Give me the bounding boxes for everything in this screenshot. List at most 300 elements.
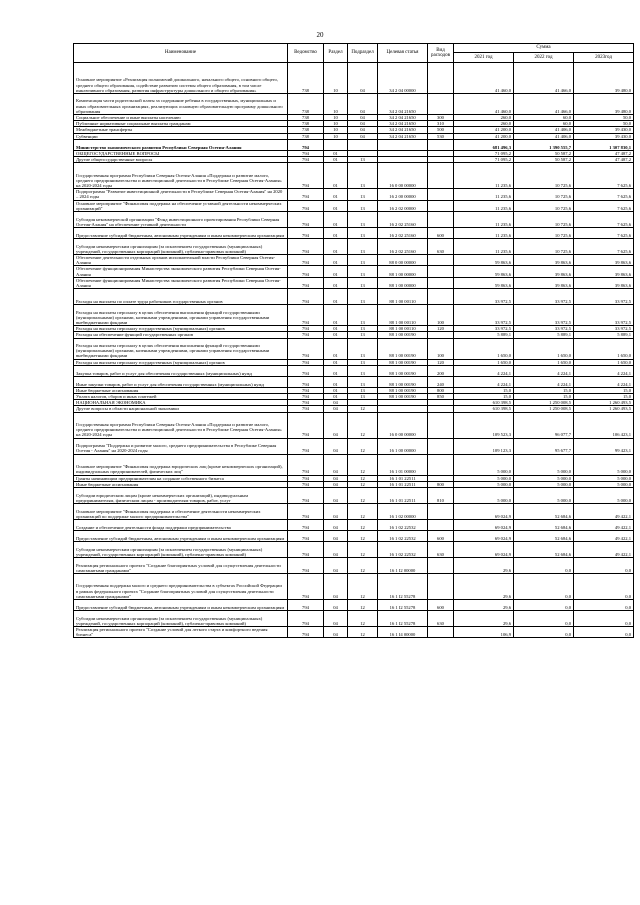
row-vid — [428, 627, 454, 638]
table-body — [74, 63, 634, 638]
row-sum-2022: 52 684,6 — [514, 504, 574, 520]
table-row — [74, 189, 634, 200]
row-vedomstvo: 738 — [288, 63, 324, 94]
row-name: ОБЩЕГОСУДАРСТВЕННЫЕ ВОПРОСЫ — [74, 150, 288, 156]
row-target: 16 1 02 22532 — [378, 531, 428, 542]
row-vid — [428, 504, 454, 520]
row-razdel — [324, 139, 348, 150]
row-sum-2022: 60,0 — [514, 115, 574, 121]
header-podrazdel: Подраздел — [348, 44, 378, 63]
row-name: Субсидия некоммерческой организации "Фонд инвестиционного проектирования Республики Северная Осетия-Алания" на обеспечение уставной деятельности — [74, 212, 288, 228]
row-podrazdel: 12 — [348, 481, 378, 487]
row-sum-2023: 5 000,0 — [574, 475, 634, 481]
row-vid — [428, 189, 454, 200]
row-razdel: 01 — [324, 157, 348, 163]
row-sum-2022: 1 250 008,5 — [514, 400, 574, 406]
row-sum-2022: 5 000,0 — [514, 488, 574, 504]
row-sum-2021: 71 095,2 — [454, 157, 514, 163]
row-sum-2021: 33 972,5 — [454, 305, 514, 326]
row-sum-2022: 0,0 — [514, 574, 574, 600]
table-row — [74, 488, 634, 504]
row-vedomstvo: 794 — [288, 394, 324, 400]
row-vedomstvo: 794 — [288, 520, 324, 531]
row-sum-2022: 0,0 — [514, 600, 574, 611]
header-2023: 2023год — [574, 53, 634, 63]
header-vid: Вид расходов — [428, 44, 454, 63]
table-row — [74, 627, 634, 638]
row-vid — [428, 212, 454, 228]
table-row — [74, 139, 634, 150]
row-sum-2021: 260,0 — [454, 115, 514, 121]
row-name: Государственная поддержка малого и среднего предпринимательства в субъектах Российской Федерации в рамках федерального проекта "Создание благоприятных условий для осуществления деятельности самозанятыми гражданами" — [74, 574, 288, 600]
row-sum-2023: 39 430,0 — [574, 133, 634, 139]
row-sum-2021: 106,9 — [454, 627, 514, 638]
row-target: 16 1 01 00000 — [378, 454, 428, 475]
row-vid: 100 — [428, 305, 454, 326]
row-sum-2021: 69 024,9 — [454, 542, 514, 558]
row-name: Основное мероприятие "Финансовая поддержка и обеспечение деятельности некоммерческих организаций по поддержке малого предпринимательства" — [74, 504, 288, 520]
row-name: Межбюджетные трансферты — [74, 127, 288, 133]
table-row — [74, 228, 634, 239]
table-row — [74, 558, 634, 574]
row-sum-2021: 610 398,5 — [454, 400, 514, 406]
row-razdel: 04 — [324, 611, 348, 627]
row-sum-2023: 4 224,1 — [574, 365, 634, 376]
table-row — [74, 574, 634, 600]
row-target: 88 1 00 00190 — [378, 359, 428, 365]
row-sum-2021: 109 523,3 — [454, 412, 514, 438]
row-vid: 600 — [428, 600, 454, 611]
row-vedomstvo: 794 — [288, 558, 324, 574]
row-vid — [428, 200, 454, 211]
row-sum-2021: 5 000,0 — [454, 454, 514, 475]
row-vedomstvo: 794 — [288, 454, 324, 475]
row-sum-2021: 41 460,0 — [454, 63, 514, 94]
row-target: 16 1 02 00000 — [378, 504, 428, 520]
header-name: Наименование — [74, 44, 288, 63]
row-sum-2023: 7 625,6 — [574, 228, 634, 239]
row-name: Расходы на выплаты по оплате труда работников государственных органов — [74, 289, 288, 305]
row-sum-2022: 96 077,7 — [514, 412, 574, 438]
table-row — [74, 63, 634, 94]
row-podrazdel: 12 — [348, 531, 378, 542]
row-vedomstvo: 794 — [288, 406, 324, 412]
row-vedomstvo: 794 — [288, 481, 324, 487]
row-podrazdel: 12 — [348, 454, 378, 475]
row-vedomstvo: 794 — [288, 627, 324, 638]
row-vid — [428, 289, 454, 305]
row-sum-2022: 1 250 008,5 — [514, 406, 574, 412]
row-vedomstvo: 794 — [288, 289, 324, 305]
row-vedomstvo: 794 — [288, 200, 324, 211]
row-sum-2022: 41 466,0 — [514, 94, 574, 115]
row-sum-2023: 15,0 — [574, 387, 634, 393]
row-sum-2022: 10 725,6 — [514, 239, 574, 255]
row-sum-2022: 5 000,0 — [514, 475, 574, 481]
row-razdel: 01 — [324, 326, 348, 332]
row-vedomstvo: 794 — [288, 387, 324, 393]
row-sum-2023: 49 422,1 — [574, 542, 634, 558]
row-vid: 120 — [428, 359, 454, 365]
row-sum-2022: 60,0 — [514, 121, 574, 127]
row-razdel: 01 — [324, 289, 348, 305]
row-sum-2023: 1 260 493,5 — [574, 406, 634, 412]
table-row — [74, 376, 634, 387]
header-2022: 2022 год — [514, 53, 574, 63]
row-sum-2023: 33 972,5 — [574, 305, 634, 326]
row-name: Подпрограмма "Поддержка и развитие малого, среднего предпринимательства в Республике Северная Осетия - Алания" на 2020-2024 годы — [74, 438, 288, 454]
row-name: Закупка товаров, работ и услуг для обеспечения государственных (муниципальных) нужд — [74, 365, 288, 376]
page-number: 20 — [316, 31, 324, 39]
row-sum-2021: 11 235,6 — [454, 239, 514, 255]
row-target: 88 1 00 00190 — [378, 387, 428, 393]
row-sum-2021: 681 496,3 — [454, 139, 514, 150]
row-sum-2023: 39 863,6 — [574, 255, 634, 266]
row-sum-2021: 15,0 — [454, 387, 514, 393]
row-razdel: 04 — [324, 406, 348, 412]
row-vedomstvo: 794 — [288, 412, 324, 438]
budget-table-container — [73, 43, 633, 638]
row-name: Обеспечение функционирования Министерства экономического развития Республики Северная Осетия-Алания — [74, 266, 288, 277]
row-sum-2021: 71 095,2 — [454, 150, 514, 156]
row-podrazdel: 04 — [348, 133, 378, 139]
row-razdel: 01 — [324, 266, 348, 277]
row-razdel: 04 — [324, 504, 348, 520]
row-razdel: 04 — [324, 558, 348, 574]
table-row — [74, 412, 634, 438]
row-vid — [428, 255, 454, 266]
row-sum-2022: 15,0 — [514, 387, 574, 393]
row-sum-2021: 11 235,6 — [454, 228, 514, 239]
row-vedomstvo: 794 — [288, 326, 324, 332]
row-target: 88 1 00 00110 — [378, 326, 428, 332]
row-vedomstvo: 794 — [288, 139, 324, 150]
row-podrazdel: 04 — [348, 121, 378, 127]
row-vid — [428, 558, 454, 574]
row-sum-2022: 10 725,6 — [514, 200, 574, 211]
header-sum: Сумма — [454, 44, 634, 53]
row-target: 16 1 01 22511 — [378, 481, 428, 487]
table-row — [74, 94, 634, 115]
row-sum-2023: 0,0 — [574, 600, 634, 611]
row-sum-2023: 1 260 493,5 — [574, 400, 634, 406]
row-name: Другие общегосударственные вопросы — [74, 157, 288, 163]
row-sum-2021: 11 235,6 — [454, 200, 514, 211]
row-podrazdel: 13 — [348, 212, 378, 228]
row-vid — [428, 163, 454, 189]
row-vid — [428, 139, 454, 150]
row-razdel: 01 — [324, 359, 348, 365]
row-sum-2023: 7 625,6 — [574, 212, 634, 228]
row-name: Основное мероприятие "Финансовая поддержка на обеспечение уставной деятельности некоммерческих организаций" — [74, 200, 288, 211]
table-header — [74, 44, 634, 63]
row-sum-2021: 33 972,5 — [454, 289, 514, 305]
row-sum-2021: 69 024,9 — [454, 531, 514, 542]
row-vedomstvo: 794 — [288, 239, 324, 255]
row-podrazdel: 12 — [348, 412, 378, 438]
row-target: 88 1 00 00190 — [378, 332, 428, 338]
row-sum-2021: 41 460,0 — [454, 94, 514, 115]
table-row — [74, 600, 634, 611]
table-row — [74, 504, 634, 520]
row-sum-2023: 49 422,1 — [574, 531, 634, 542]
row-sum-2023: 5 000,0 — [574, 488, 634, 504]
row-razdel: 10 — [324, 121, 348, 127]
row-target: 16 1 01 22511 — [378, 475, 428, 481]
row-name: Субвенции — [74, 133, 288, 139]
row-name: Иные бюджетные ассигнования — [74, 387, 288, 393]
row-vedomstvo: 794 — [288, 228, 324, 239]
row-name: Иные бюджетные ассигнования — [74, 481, 288, 487]
row-podrazdel: 13 — [348, 359, 378, 365]
row-sum-2023: 15,0 — [574, 394, 634, 400]
row-vedomstvo: 738 — [288, 133, 324, 139]
row-sum-2023: 5 889,1 — [574, 332, 634, 338]
row-razdel: 01 — [324, 189, 348, 200]
row-vid — [428, 277, 454, 288]
row-sum-2022: 4 224,1 — [514, 376, 574, 387]
row-target: 88 1 00 00190 — [378, 376, 428, 387]
row-vedomstvo: 794 — [288, 475, 324, 481]
row-name: Гранты начинающим предпринимателям на создание собственного бизнеса — [74, 475, 288, 481]
row-name: Основное мероприятие «Реализация полномочий дошкольного, начального общего, основного общего, среднего общего образования, содействие развитию системы общего образования, в том числе инклюзивного образования, развития инфраструктуры дошкольного и общего образования» — [74, 63, 288, 94]
row-sum-2022: 1 650,0 — [514, 338, 574, 359]
row-vid: 630 — [428, 542, 454, 558]
row-target: 16 1 I2 55278 — [378, 600, 428, 611]
row-podrazdel: 12 — [348, 558, 378, 574]
row-name: Министерство экономического развития Республики Северная Осетия-Алания — [74, 139, 288, 150]
row-vedomstvo: 794 — [288, 542, 324, 558]
row-target: 34 2 04 00000 — [378, 63, 428, 94]
row-podrazdel: 12 — [348, 542, 378, 558]
row-sum-2023: 39 480,0 — [574, 63, 634, 94]
table-row — [74, 542, 634, 558]
row-podrazdel: 13 — [348, 157, 378, 163]
row-sum-2022: 33 972,5 — [514, 326, 574, 332]
row-sum-2021: 610 398,5 — [454, 406, 514, 412]
row-sum-2021: 59 863,6 — [454, 277, 514, 288]
row-vid: 100 — [428, 338, 454, 359]
row-sum-2021: 11 235,6 — [454, 212, 514, 228]
row-sum-2021: 69 024,9 — [454, 520, 514, 531]
row-vid: 600 — [428, 228, 454, 239]
row-podrazdel: 13 — [348, 163, 378, 189]
row-name: Субсидии юридическим лицам (кроме некоммерческих организаций), индивидуальным предпринимателям, физическим лицам - производителям товаров, работ, услуг — [74, 488, 288, 504]
row-vedomstvo: 794 — [288, 600, 324, 611]
row-razdel: 01 — [324, 365, 348, 376]
row-sum-2022: 41 466,0 — [514, 63, 574, 94]
row-vedomstvo: 794 — [288, 255, 324, 266]
row-sum-2023: 7 625,6 — [574, 163, 634, 189]
header-target: Целевая статья — [378, 44, 428, 63]
row-name: Расходы на обеспечение функций государственных органов — [74, 332, 288, 338]
row-razdel: 01 — [324, 332, 348, 338]
row-sum-2023: 39 430,0 — [574, 127, 634, 133]
row-sum-2022: 1 650,0 — [514, 359, 574, 365]
row-vid — [428, 520, 454, 531]
row-vid: 630 — [428, 611, 454, 627]
row-target: 16 1 00 00000 — [378, 438, 428, 454]
row-vedomstvo: 794 — [288, 488, 324, 504]
row-podrazdel — [348, 139, 378, 150]
row-sum-2023: 39 863,6 — [574, 277, 634, 288]
table-row — [74, 255, 634, 266]
row-podrazdel: 12 — [348, 600, 378, 611]
row-target: 16 2 02 00000 — [378, 200, 428, 211]
row-name: Реализация регионального проекта "Создание условий для легкого старта и комфортного ведения бизнеса" — [74, 627, 288, 638]
row-podrazdel: 13 — [348, 394, 378, 400]
table-row — [74, 454, 634, 475]
row-razdel: 01 — [324, 212, 348, 228]
row-podrazdel: 12 — [348, 504, 378, 520]
row-sum-2023: 7 625,6 — [574, 239, 634, 255]
table-row — [74, 212, 634, 228]
table-row — [74, 200, 634, 211]
table-row — [74, 266, 634, 277]
row-target: 16 2 02 25160 — [378, 212, 428, 228]
row-razdel: 10 — [324, 115, 348, 121]
row-podrazdel: 13 — [348, 255, 378, 266]
row-vedomstvo: 794 — [288, 150, 324, 156]
row-sum-2021: 59 863,6 — [454, 266, 514, 277]
row-vedomstvo: 794 — [288, 574, 324, 600]
row-sum-2023: 33 972,5 — [574, 326, 634, 332]
row-razdel: 04 — [324, 481, 348, 487]
row-sum-2021: 1 650,0 — [454, 338, 514, 359]
row-razdel: 10 — [324, 63, 348, 94]
row-podrazdel: 04 — [348, 115, 378, 121]
row-target: 16 2 00 00000 — [378, 189, 428, 200]
row-sum-2021: 4 224,1 — [454, 365, 514, 376]
row-sum-2022: 10 725,6 — [514, 212, 574, 228]
row-podrazdel: 12 — [348, 475, 378, 481]
row-sum-2023: 0,0 — [574, 627, 634, 638]
row-target: 16 1 I4 00000 — [378, 627, 428, 638]
row-razdel: 10 — [324, 94, 348, 115]
row-sum-2023: 39 480,0 — [574, 94, 634, 115]
row-sum-2022: 10 725,6 — [514, 163, 574, 189]
row-sum-2022: 33 972,5 — [514, 305, 574, 326]
row-name: Компенсация части родительской платы за содержание ребенка в государственных, муниципальных и иных образовательных организациях, реализующих основную образовательную программу дошкольного образования — [74, 94, 288, 115]
row-podrazdel: 12 — [348, 627, 378, 638]
row-sum-2021: 260,0 — [454, 121, 514, 127]
budget-table — [73, 43, 634, 638]
row-name: Предоставление субсидий бюджетным, автономным учреждениям и иным некоммерческим организациям — [74, 531, 288, 542]
row-sum-2022: 39 863,6 — [514, 277, 574, 288]
row-vid: 600 — [428, 531, 454, 542]
row-sum-2023: 1 650,0 — [574, 338, 634, 359]
row-sum-2021: 4 224,1 — [454, 376, 514, 387]
row-razdel: 04 — [324, 600, 348, 611]
table-row — [74, 365, 634, 376]
row-sum-2022: 50 587,2 — [514, 157, 574, 163]
row-vid: 310 — [428, 121, 454, 127]
row-vedomstvo: 794 — [288, 189, 324, 200]
row-razdel: 04 — [324, 542, 348, 558]
row-sum-2021: 33 972,5 — [454, 326, 514, 332]
row-target: 88 1 00 00190 — [378, 394, 428, 400]
row-name: Обеспечение функционирования Министерства экономического развития Республики Северная Осетия-Алания — [74, 277, 288, 288]
row-name: Реализация регионального проекта "Создание благоприятных условий для осуществления деятельности самозанятыми гражданами" — [74, 558, 288, 574]
row-vedomstvo: 794 — [288, 157, 324, 163]
row-podrazdel: 13 — [348, 365, 378, 376]
row-sum-2023: 47 487,2 — [574, 150, 634, 156]
row-name: Основное мероприятие "Финансовая поддержка юридических лиц (кроме некоммерческих организаций), индивидуальных предпринимателей, физических лиц" — [74, 454, 288, 475]
row-podrazdel: 12 — [348, 611, 378, 627]
row-name: Иные закупки товаров, работ и услуг для обеспечения государственных (муниципальных) нужд — [74, 376, 288, 387]
row-sum-2021: 1 650,0 — [454, 359, 514, 365]
row-vid: 850 — [428, 394, 454, 400]
row-sum-2021: 11 235,6 — [454, 163, 514, 189]
row-podrazdel: 13 — [348, 332, 378, 338]
row-razdel: 01 — [324, 338, 348, 359]
row-vid — [428, 63, 454, 94]
row-vid: 500 — [428, 127, 454, 133]
row-sum-2021: 5 889,1 — [454, 332, 514, 338]
row-vid — [428, 438, 454, 454]
row-vedomstvo: 794 — [288, 305, 324, 326]
row-name: Субсидии некоммерческим организациям (за исключением государственных (муниципальных) учреждений, государственных корпораций (компаний), публично-правовых компаний) — [74, 611, 288, 627]
row-target: 88 1 00 00000 — [378, 266, 428, 277]
row-sum-2021: 69 024,9 — [454, 504, 514, 520]
row-name: Государственная программа Республики Северная Осетия-Алания «Поддержка и развитие малого, среднего предпринимательства и инвестиционной деятельности в Республике Северная Осетия-Алания» на 2020-2024 годы — [74, 163, 288, 189]
row-sum-2022: 39 863,6 — [514, 255, 574, 266]
row-sum-2023: 5 000,0 — [574, 481, 634, 487]
row-razdel: 04 — [324, 627, 348, 638]
row-podrazdel: 04 — [348, 63, 378, 94]
row-podrazdel: 13 — [348, 266, 378, 277]
row-sum-2021: 41 200,0 — [454, 133, 514, 139]
row-sum-2021: 29,6 — [454, 600, 514, 611]
row-sum-2021: 15,0 — [454, 394, 514, 400]
row-razdel: 04 — [324, 574, 348, 600]
row-target: 16 1 I2 55278 — [378, 611, 428, 627]
row-razdel: 04 — [324, 531, 348, 542]
row-target: 34 2 04 21650 — [378, 115, 428, 121]
row-sum-2022: 41 406,0 — [514, 133, 574, 139]
row-razdel: 04 — [324, 488, 348, 504]
row-sum-2023: 106 423,1 — [574, 412, 634, 438]
table-row — [74, 305, 634, 326]
row-target: 88 1 00 00110 — [378, 305, 428, 326]
row-sum-2022: 41 406,0 — [514, 127, 574, 133]
row-sum-2023: 0,0 — [574, 574, 634, 600]
row-sum-2022: 5 000,0 — [514, 481, 574, 487]
row-vedomstvo: 794 — [288, 163, 324, 189]
row-target: 16 2 02 25160 — [378, 239, 428, 255]
row-sum-2023: 49 422,1 — [574, 520, 634, 531]
row-sum-2023: 5 000,0 — [574, 454, 634, 475]
row-vedomstvo: 738 — [288, 94, 324, 115]
row-vedomstvo: 794 — [288, 376, 324, 387]
row-vedomstvo: 794 — [288, 212, 324, 228]
row-name: Создание и обеспечение деятельности фонда поддержки предпринимательства — [74, 520, 288, 531]
row-sum-2021: 29,6 — [454, 574, 514, 600]
row-podrazdel: 04 — [348, 127, 378, 133]
row-sum-2022: 5 000,0 — [514, 454, 574, 475]
row-name: Другие вопросы в области национальной экономики — [74, 406, 288, 412]
row-sum-2023: 50,0 — [574, 121, 634, 127]
row-sum-2021: 29,6 — [454, 558, 514, 574]
row-sum-2021: 11 235,6 — [454, 189, 514, 200]
row-razdel: 01 — [324, 228, 348, 239]
row-sum-2023: 0,0 — [574, 558, 634, 574]
row-target: 16 1 I2 55278 — [378, 574, 428, 600]
row-target: 16 1 01 22511 — [378, 488, 428, 504]
row-target: 16 1 02 22532 — [378, 520, 428, 531]
row-podrazdel: 12 — [348, 438, 378, 454]
row-sum-2022: 52 684,6 — [514, 542, 574, 558]
